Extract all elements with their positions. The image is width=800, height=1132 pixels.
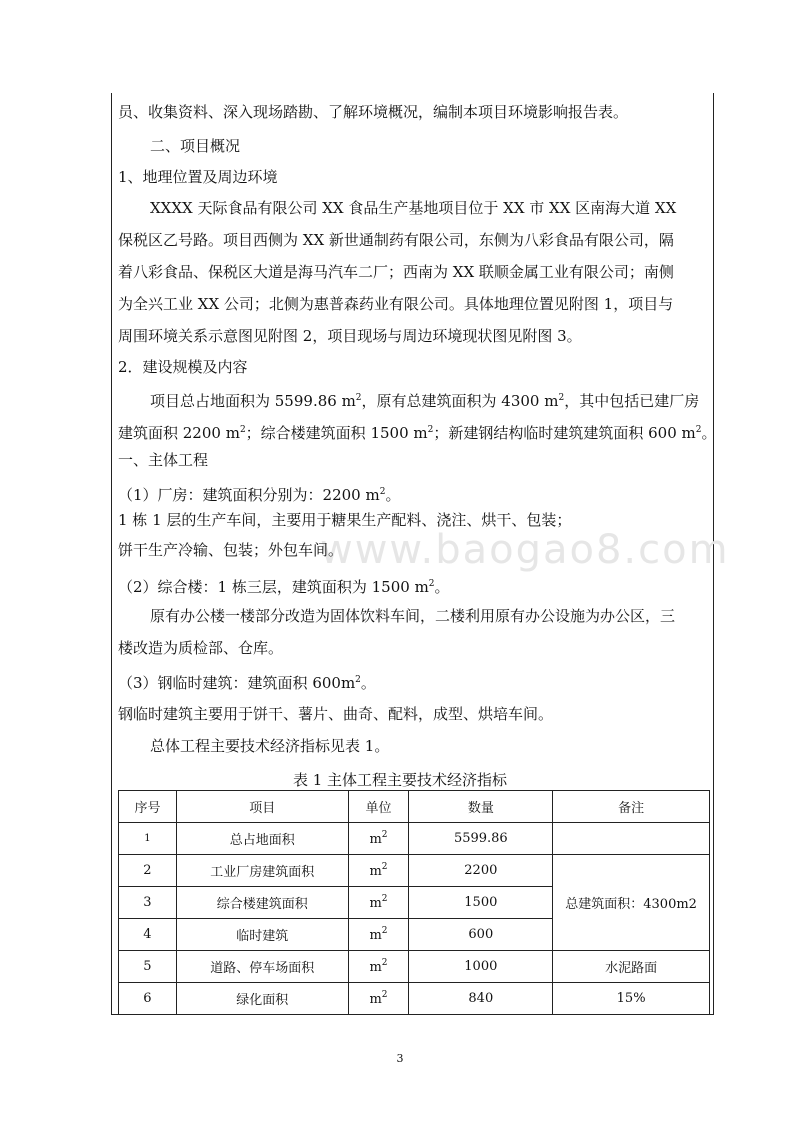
- cell-item: 总占地面积: [176, 823, 348, 855]
- cell-unit: $m^2$: [348, 823, 409, 855]
- watermark: www.baogao8.com: [320, 527, 730, 573]
- cell-note: [553, 823, 710, 855]
- temp-line-1: 钢临时建筑主要用于饼干、薯片、曲奇、配料，成型、烘培车间。: [118, 705, 554, 723]
- tech-indicator-table: [118, 790, 710, 1015]
- heading-scale: 2．建设规模及内容: [118, 358, 248, 376]
- table-caption: 表 1 主体工程主要技术经济指标: [292, 771, 508, 789]
- cell-unit: $m^2$: [348, 887, 409, 919]
- factory-heading: （1）厂房：建筑面积分别为：2200 $m^2$。: [118, 486, 401, 504]
- cell-item: 工业厂房建筑面积: [176, 855, 348, 887]
- header-qty: 数量: [409, 791, 553, 823]
- cell-no: 1: [119, 823, 177, 855]
- factory-line-2: 饼干生产冷输、包装；外包车间。: [118, 541, 344, 559]
- scale-line-1: 项目总占地面积为 5599.86 $m^2$，原有总建筑面积为 4300 $m^2$，其中包括已建厂房: [150, 392, 700, 410]
- cell-unit: $m^2$: [348, 951, 409, 983]
- header-note: 备注: [553, 791, 710, 823]
- factory-line-1: 1 栋 1 层的生产车间，主要用于糖果生产配料、浇注、烘干、包装；: [118, 511, 572, 529]
- cell-qty: 600: [409, 919, 553, 951]
- complex-heading: （2）综合楼：1 栋三层，建筑面积为 1500 $m^2$。: [118, 578, 450, 596]
- table-row: [119, 855, 710, 887]
- cell-note: 15%: [553, 983, 710, 1015]
- section-heading-overview: 二、项目概况: [150, 137, 241, 155]
- cell-item: 综合楼建筑面积: [176, 887, 348, 919]
- cell-note: 水泥路面: [553, 951, 710, 983]
- cell-unit: $m^2$: [348, 983, 409, 1015]
- cell-no: 6: [119, 983, 177, 1015]
- location-line-2: 保税区乙号路。项目西侧为 XX 新世通制药有限公司，东侧为八彩食品有限公司，隔: [118, 231, 674, 249]
- table-row: [119, 951, 710, 983]
- header-item: 项目: [176, 791, 348, 823]
- temp-heading: （3）钢临时建筑：建筑面积 $600m^2$。: [118, 674, 376, 692]
- cell-unit: $m^2$: [348, 855, 409, 887]
- cell-qty: 840: [409, 983, 553, 1015]
- location-line-1: XXXX 天际食品有限公司 XX 食品生产基地项目位于 XX 市 XX 区南海大道 XX: [150, 199, 677, 217]
- summary-line: 总体工程主要技术经济指标见表 1。: [150, 737, 390, 755]
- location-line-4: 为全兴工业 XX 公司；北侧为惠普森药业有限公司。具体地理位置见附图 1，项目与: [118, 295, 674, 313]
- cell-qty: 2200: [409, 855, 553, 887]
- table-row: [119, 823, 710, 855]
- cell-note-merged: 总建筑面积：4300m2: [553, 855, 710, 951]
- cell-qty: 1000: [409, 951, 553, 983]
- cell-qty: 5599.86: [409, 823, 553, 855]
- complex-line-1: 原有办公楼一楼部分改造为固体饮料车间，二楼利用原有办公设施为办公区，三: [150, 607, 676, 625]
- location-line-3: 着八彩食品、保税区大道是海马汽车二厂；西南为 XX 联顺金属工业有限公司；南侧: [118, 263, 674, 281]
- page-number: 3: [396, 1052, 404, 1065]
- cell-item: 绿化面积: [176, 983, 348, 1015]
- table-row: [119, 983, 710, 1015]
- cell-no: 3: [119, 887, 177, 919]
- complex-line-2: 楼改造为质检部、仓库。: [118, 639, 284, 657]
- cell-unit: $m^2$: [348, 919, 409, 951]
- header-no: 序号: [119, 791, 177, 823]
- cell-no: 5: [119, 951, 177, 983]
- table-header-row: [119, 791, 710, 823]
- scale-line-2: 建筑面积 2200 $m^2$；综合楼建筑面积 1500 $m^2$；新建钢结构临时建筑建筑面积 600 $m^2$。: [118, 424, 717, 442]
- cell-qty: 1500: [409, 887, 553, 919]
- cell-item: 临时建筑: [176, 919, 348, 951]
- heading-main-works: 一、主体工程: [118, 451, 209, 469]
- cell-no: 4: [119, 919, 177, 951]
- cell-item: 道路、停车场面积: [176, 951, 348, 983]
- location-line-5: 周围环境关系示意图见附图 2，项目现场与周边环境现状图见附图 3。: [118, 327, 582, 345]
- intro-paragraph: 员、收集资料、深入现场踏勘、了解环境概况，编制本项目环境影响报告表。: [118, 103, 629, 121]
- heading-location: 1、地理位置及周边环境: [118, 168, 278, 186]
- cell-no: 2: [119, 855, 177, 887]
- header-unit: 单位: [348, 791, 409, 823]
